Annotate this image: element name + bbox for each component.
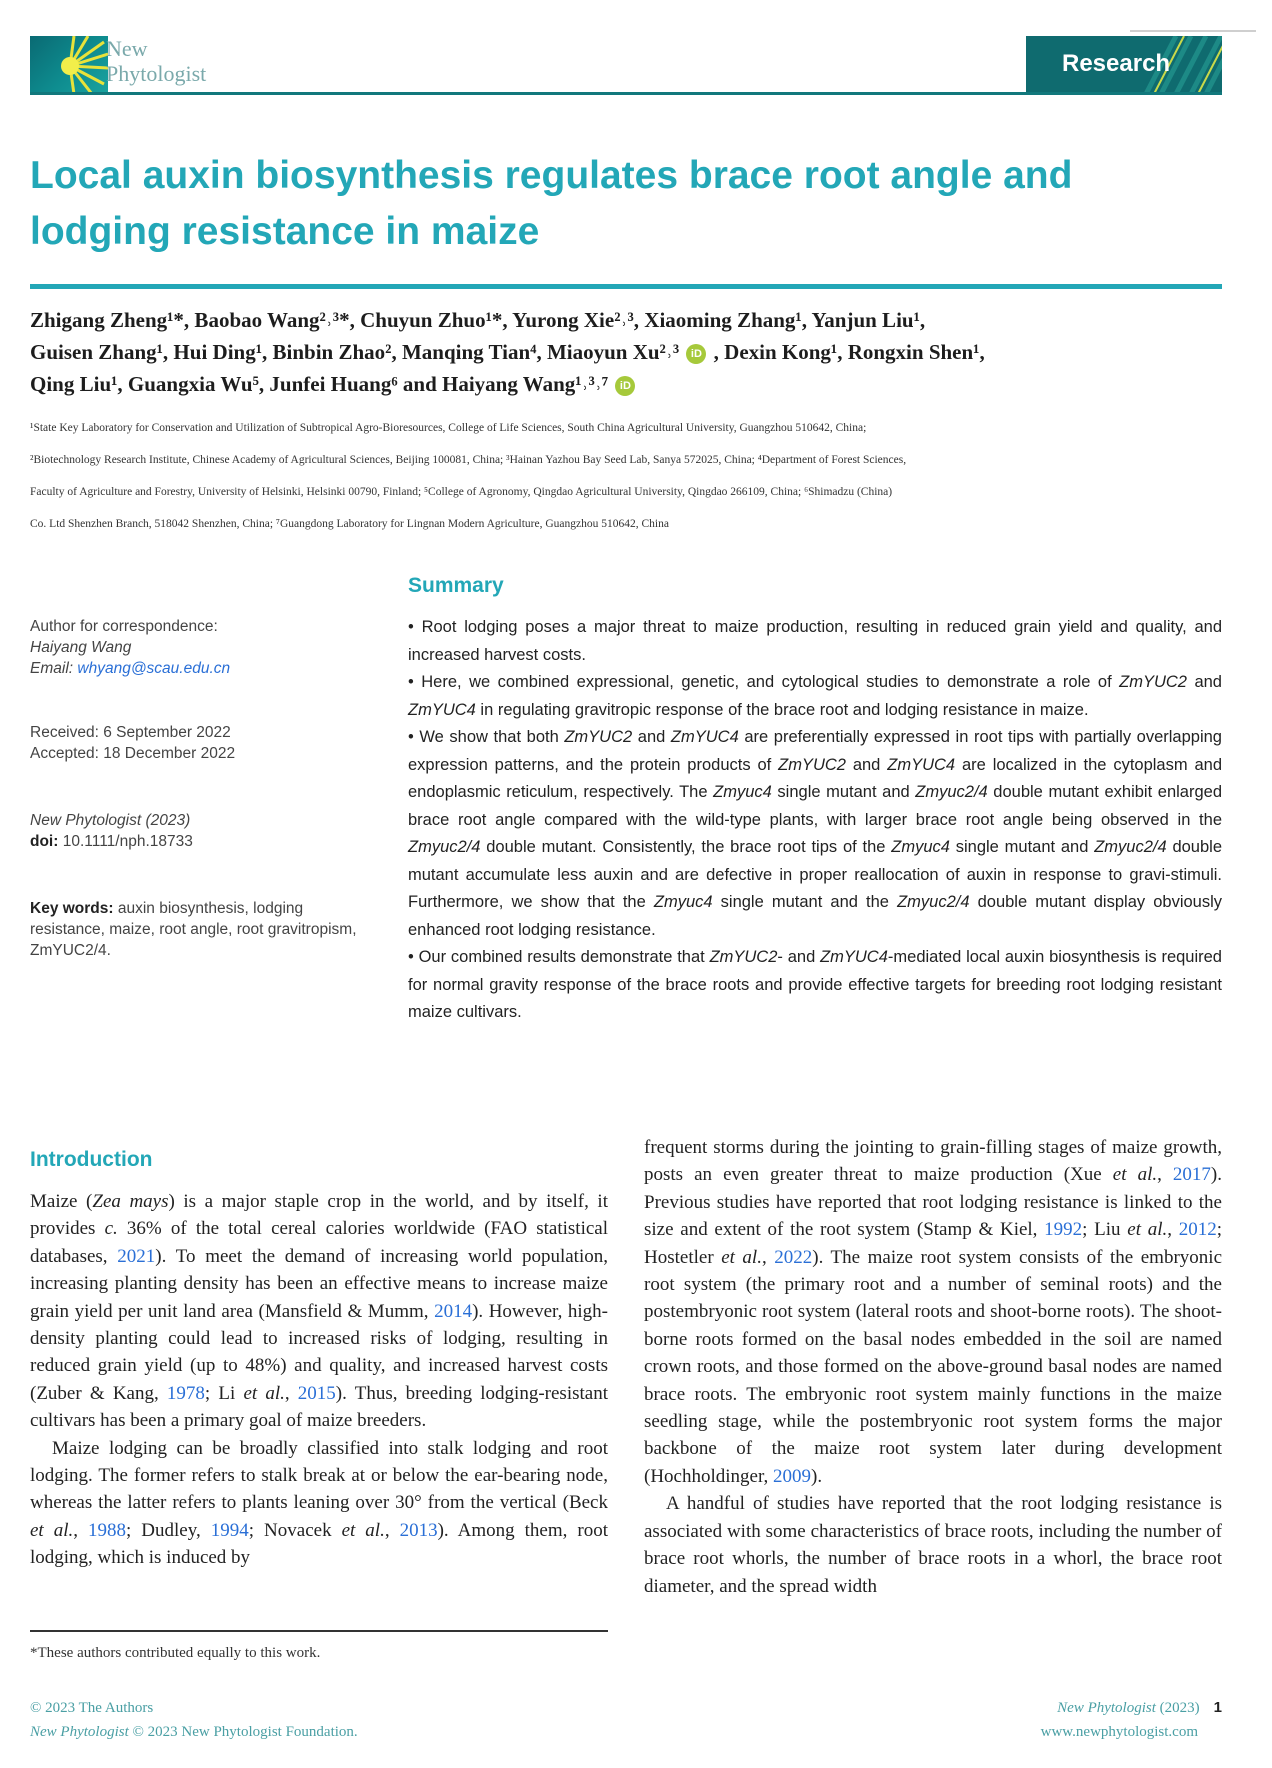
correspondence-label: Author for correspondence: [30, 618, 218, 635]
introduction-heading: Introduction [30, 1148, 153, 1171]
summary-heading: Summary [408, 574, 504, 597]
email-line: Email: whyang@scau.edu.cn [30, 660, 231, 677]
summary-body [408, 614, 1222, 1027]
citation-link[interactable]: 2021 [117, 1245, 156, 1267]
citation-link[interactable]: 1992 [1044, 1219, 1083, 1241]
keywords: auxin biosynthesis, lodging resistance, maize, root angle, root gravitropism, ZmYUC2/4. [30, 900, 357, 959]
keywords-label: Key words: [30, 900, 114, 917]
summary-bullet: • Our combined results demonstrate that ZmYUC2- and ZmYUC4-mediated local auxin biosynthesis is required for normal gravity response of the brace roots and provide effective targets for breeding root lodging resistant maize cultivars. [408, 948, 1222, 1021]
citation: New Phytologist (2023) [30, 812, 191, 829]
orcid-icon[interactable]: iD [615, 376, 635, 396]
journal-name: New Phytologist [106, 36, 207, 86]
citation-link[interactable]: 2013 [399, 1519, 438, 1541]
doi-line: doi: 10.1111/nph.18733 [30, 833, 193, 850]
citation-link[interactable]: 1978 [166, 1382, 205, 1404]
affiliation-line: ¹State Key Laboratory for Conservation and Utilization of Subtropical Agro-Bioresources, College of Life Sciences, South China Agricultural University, Guangzhou 510642, China; [30, 422, 867, 434]
affiliation-line: Faculty of Agriculture and Forestry, University of Helsinki, Helsinki 00790, Finland; ⁵College of Agronomy, Qingdao Agricultural University, Qingdao 266109, China; ⁶Shimadzu (China) [30, 486, 893, 498]
author-line: Guisen Zhang¹, Hui Ding¹, Binbin Zhao², Manqing Tian⁴, Miaoyun Xu²˒³ iD , Dexin Kong¹, Rongxin Shen¹, [30, 340, 985, 364]
citation-link[interactable]: 1988 [88, 1519, 127, 1541]
citation-link[interactable]: 1994 [210, 1519, 249, 1541]
body-column-left [30, 1188, 608, 1572]
citation-block [30, 810, 370, 852]
body-paragraph: frequent storms during the jointing to grain-filling stages of maize growth, posts an even greater threat to maize production (Xue et al., 2017). Previous studies have reported that root lodging resistance is linked to the size and extent of the root system (Stamp & Kiel, 1992; Liu et al., 2012; Hostetler et al., 2022). The maize root system consists of the embryonic root system (the primary root and a number of seminal roots) and the postembryonic root system (lateral roots and shoot-borne roots). The shoot-borne roots formed on the basal nodes embedded in the soil are named crown roots, and those formed on the above-ground basal nodes are named brace roots. The embryonic root system mainly functions in the maize seedling stage, while the postembryonic root system forms the major backbone of the maize root system later during development (Hochholdinger, 2009). [644, 1137, 1223, 1487]
footnote: *These authors contributed equally to this work. [30, 1645, 321, 1661]
author-line: Qing Liu¹, Guangxia Wu⁵, Junfei Huang⁶ and Haiyang Wang¹˒³˒⁷ iD [30, 368, 1220, 400]
correspondence-block [30, 616, 370, 679]
page-number: 1 [1213, 1699, 1222, 1716]
citation-link[interactable]: 2014 [434, 1300, 473, 1322]
accepted-date: Accepted: 18 December 2022 [30, 745, 236, 762]
header-rule [30, 92, 1222, 95]
affiliation-line: Co. Ltd Shenzhen Branch, 518042 Shenzhen, China; ⁷Guangdong Laboratory for Lingnan Modern Agriculture, Guangzhou 510642, China [30, 518, 669, 530]
website-link[interactable]: www.newphytologist.com [1040, 1724, 1198, 1740]
affiliations [30, 412, 1220, 540]
body-column-right [644, 1134, 1222, 1600]
author-list [30, 304, 1220, 400]
title-rule [30, 284, 1222, 289]
citation-link[interactable]: 2009 [773, 1465, 812, 1487]
summary-bullet: • We show that both ZmYUC2 and ZmYUC4 are preferentially expressed in root tips with partially overlapping expression patterns, and the protein products of ZmYUC2 and ZmYUC4 are localized in the cytoplasm and endoplasmic reticulum, respectively. The Zmyuc4 single mutant and Zmyuc2/4 double mutant exhibit enlarged brace root angle compared with the wild-type plants, with larger brace root angle being observed in the Zmyuc2/4 double mutant. Consistently, the brace root tips of the Zmyuc4 single mutant and Zmyuc2/4 double mutant accumulate less auxin and are defective in proper reallocation of auxin in response to gravi-stimuli. Furthermore, we show that the Zmyuc4 single mutant and the Zmyuc2/4 double mutant display obviously enhanced root lodging resistance. [408, 728, 1223, 939]
correspondence-name: Haiyang Wang [30, 639, 132, 656]
body-paragraph: Maize lodging can be broadly classified into stalk lodging and root lodging. The former refers to stalk break at or below the ear-bearing node, whereas the latter refers to plants leaning over 30° from the vertical (Beck et al., 1988; Dudley, 1994; Novacek et al., 2013). Among them, root lodging, which is induced by [30, 1437, 608, 1569]
received-date: Received: 6 September 2022 [30, 724, 231, 741]
affiliation-line: ²Biotechnology Research Institute, Chinese Academy of Agricultural Sciences, Beijing 100081, China; ³Hainan Yazhou Bay Seed Lab, Sanya 572025, China; ⁴Department of Forest Sciences, [30, 454, 907, 466]
citation-link[interactable]: 2012 [1178, 1219, 1217, 1241]
author-line: Zhigang Zheng¹*, Baobao Wang²˒³*, Chuyun Zhuo¹*, Yurong Xie²˒³, Xiaoming Zhang¹, Yanjun Liu¹, [30, 308, 926, 332]
section-label: Research [1062, 50, 1171, 77]
citation-link[interactable]: 2015 [297, 1382, 336, 1404]
body-paragraph: Maize (Zea mays) is a major staple crop in the world, and by itself, it provides c. 36% of the total cereal calories worldwide (FAO statistical databases, 2021). To meet the demand of increasing world population, increasing planting density has been an effective means to increase maize grain yield per unit land area (Mansfield & Mumm, 2014). However, high-density planting could lead to increased risks of lodging, resulting in reduced grain yield (up to 48%) and quality, and increased harvest costs (Zuber & Kang, 1978; Li et al., 2015). Thus, breeding lodging-resistant cultivars has been a primary goal of maize breeders. [30, 1191, 609, 1432]
footer-copyright: © 2023 The Authors New Phytologist © 2023 New Phytologist Foundation. [30, 1700, 358, 1740]
citation-link[interactable]: 2017 [1172, 1164, 1211, 1186]
orcid-icon[interactable]: iD [686, 344, 706, 364]
summary-bullet: • Here, we combined expressional, genetic, and cytological studies to demonstrate a role of ZmYUC2 and ZmYUC4 in regulating gravitropic response of the brace root and lodging resistance in maize. [408, 673, 1222, 719]
section-badge [1026, 36, 1222, 94]
summary-bullet: • Root lodging poses a major threat to maize production, resulting in reduced grain yield and quality, and increased harvest costs. [408, 618, 1222, 664]
body-paragraph: A handful of studies have reported that the root lodging resistance is associated with some characteristics of brace roots, including the number of brace root whorls, the number of brace roots in a whorl, the brace root diameter, and the spread width [644, 1493, 1222, 1597]
article-title: Local auxin biosynthesis regulates brace root angle and lodging resistance in maize [30, 154, 1073, 253]
citation-link[interactable]: 2022 [774, 1246, 813, 1268]
doi[interactable]: 10.1111/nph.18733 [62, 833, 193, 850]
new-phytologist-logo-icon [30, 36, 108, 94]
dates-block [30, 722, 370, 764]
footer-citation: New Phytologist (2023) 1 www.newphytologist.com [1041, 1696, 1222, 1744]
footnote-rule [30, 1630, 608, 1632]
keywords-block [30, 898, 360, 961]
journal-header [30, 36, 1222, 94]
corner-crop-mark [1130, 30, 1256, 32]
email-link[interactable]: whyang@scau.edu.cn [77, 660, 231, 677]
